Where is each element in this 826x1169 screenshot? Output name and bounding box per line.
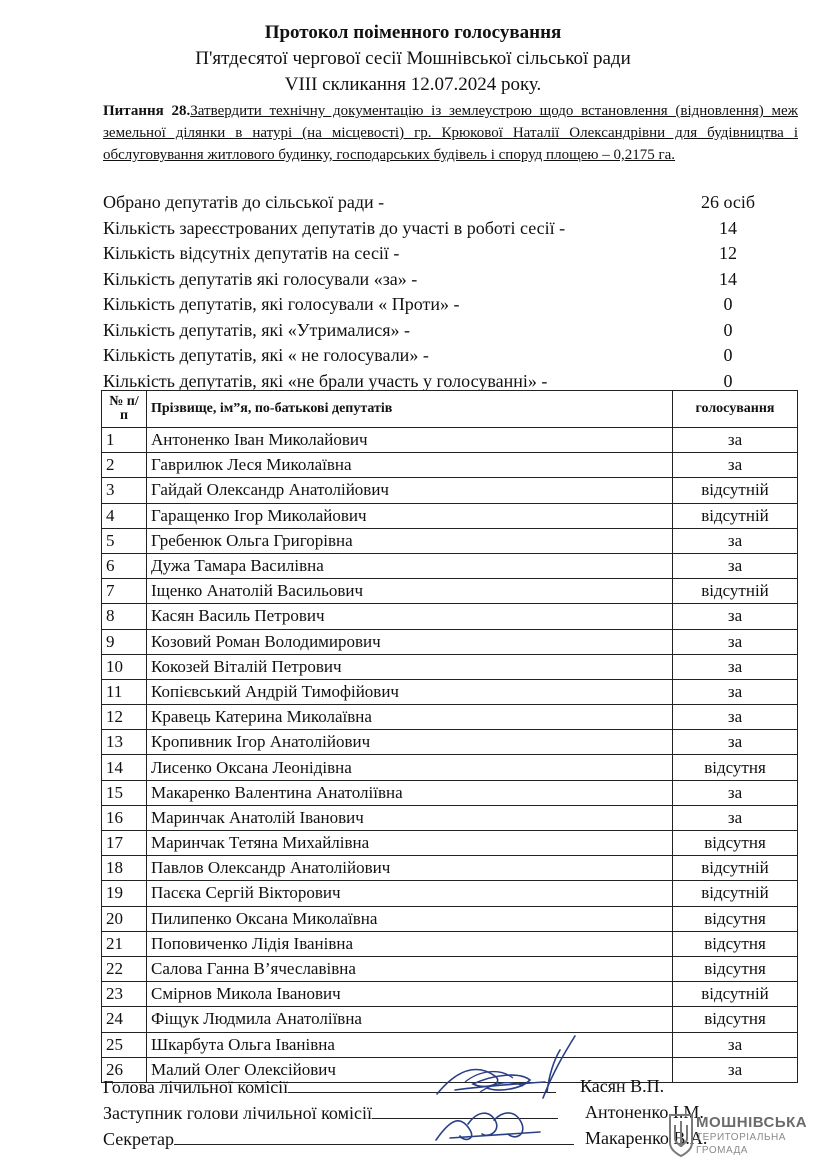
vote-result: за <box>673 780 798 805</box>
vote-result: за <box>673 604 798 629</box>
deputy-name: Малий Олег Олексійович <box>147 1057 673 1082</box>
deputy-name: Козовий Роман Володимирович <box>147 629 673 654</box>
stat-label: Кількість відсутніх депутатів на сесії - <box>103 243 400 263</box>
row-number: 8 <box>102 604 147 629</box>
table-row <box>102 553 798 578</box>
deputy-name: Салова Ганна В’ячеславівна <box>147 956 673 981</box>
row-number: 6 <box>102 553 147 578</box>
table-row <box>102 654 798 679</box>
deputy-name: Лисенко Оксана Леонідівна <box>147 755 673 780</box>
stat-value: 14 <box>719 268 737 289</box>
stat-label: Кількість зареєстрованих депутатів до участі в роботі сесії - <box>103 217 566 238</box>
community-watermark-logo <box>668 1113 818 1163</box>
row-number: 9 <box>102 629 147 654</box>
deputy-name: Фіщук Людмила Анатоліївна <box>147 1007 673 1032</box>
stat-value: 0 <box>723 370 733 391</box>
row-number: 16 <box>102 805 147 830</box>
vote-result: за <box>673 730 798 755</box>
deputy-name: Макаренко Валентина Анатоліївна <box>147 780 673 805</box>
row-number: 24 <box>102 1007 147 1032</box>
vote-result: за <box>673 453 798 478</box>
header-number: № п/п <box>102 391 147 428</box>
deputy-name: Антоненко І.М. <box>585 1102 704 1122</box>
stat-row <box>103 343 798 369</box>
stat-row <box>103 241 798 267</box>
table-row <box>102 453 798 478</box>
deputy-name: Пилипенко Оксана Миколаївна <box>147 906 673 931</box>
vote-result: відсутня <box>673 1007 798 1032</box>
vote-result: за <box>673 428 798 453</box>
stat-row <box>103 190 798 216</box>
stat-value: 14 <box>719 217 737 238</box>
deputy-name: Гаращенко Ігор Миколайович <box>147 503 673 528</box>
vote-result: за <box>673 654 798 679</box>
table-row <box>102 629 798 654</box>
stat-value: 12 <box>719 243 737 263</box>
row-number: 3 <box>102 478 147 503</box>
table-row <box>102 982 798 1007</box>
vote-result: за <box>673 679 798 704</box>
watermark-line1: ТЕРИТОРІАЛЬНА <box>696 1132 786 1143</box>
deputy-name: Гаврилюк Леся Миколаївна <box>147 453 673 478</box>
table-row <box>102 956 798 981</box>
vote-result: відсутній <box>673 856 798 881</box>
stat-value: 26 осіб <box>700 192 756 212</box>
secretary-label: Секретар <box>103 1129 175 1149</box>
table-row <box>102 579 798 604</box>
vote-result: відсутній <box>673 579 798 604</box>
table-header-row <box>102 391 798 428</box>
stat-label: Кількість депутатів, які «не брали участь у голосуванні» - <box>103 370 548 391</box>
stat-label: Кількість депутатів, які «Утрималися» - <box>103 319 411 340</box>
table-row <box>102 503 798 528</box>
table-row <box>102 780 798 805</box>
document-title: Протокол поіменного голосування <box>264 22 562 43</box>
row-number: 26 <box>102 1057 147 1082</box>
table-row <box>102 730 798 755</box>
vote-result: за <box>673 805 798 830</box>
agenda-question <box>103 100 798 166</box>
header-name: Прізвище, ім”я, по-батькові депутатів <box>147 391 673 428</box>
row-number: 23 <box>102 982 147 1007</box>
trident-emblem-icon <box>668 1113 694 1157</box>
table-row <box>102 604 798 629</box>
secretary-handwritten-signature <box>430 1100 550 1148</box>
row-number: 12 <box>102 705 147 730</box>
table-row <box>102 831 798 856</box>
stat-value: 0 <box>723 345 733 365</box>
deputy-name: Пасєка Сергій Вікторович <box>147 881 673 906</box>
stat-label: Кількість депутатів які голосували «за» - <box>103 268 418 289</box>
deputy-name: Копієвський Андрій Тимофійович <box>147 679 673 704</box>
deputy-name: Кравець Катерина Миколаївна <box>147 705 673 730</box>
convocation-date: VIII скликання 12.07.2024 року. <box>284 74 542 95</box>
table-row <box>102 478 798 503</box>
row-number: 15 <box>102 780 147 805</box>
table-row <box>102 528 798 553</box>
row-number: 7 <box>102 579 147 604</box>
vote-result: за <box>673 1032 798 1057</box>
row-number: 17 <box>102 831 147 856</box>
vote-result: відсутній <box>673 982 798 1007</box>
deputy-name: Смірнов Микола Іванович <box>147 982 673 1007</box>
vote-result: за <box>673 528 798 553</box>
row-number: 11 <box>102 679 147 704</box>
deputy-name: Кокозей Віталій Петрович <box>147 654 673 679</box>
row-number: 25 <box>102 1032 147 1057</box>
row-number: 5 <box>102 528 147 553</box>
table-row <box>102 931 798 956</box>
vote-result: за <box>673 629 798 654</box>
row-number: 4 <box>102 503 147 528</box>
vote-result: відсутня <box>673 906 798 931</box>
row-number: 20 <box>102 906 147 931</box>
vote-result: відсутній <box>673 478 798 503</box>
vote-result: за <box>673 553 798 578</box>
row-number: 21 <box>102 931 147 956</box>
table-row <box>102 679 798 704</box>
vote-result: відсутня <box>673 755 798 780</box>
deputy-name: Гребенюк Ольга Григорівна <box>147 528 673 553</box>
session-title: П'ятдесятої чергової сесії Мошнівської сільської ради <box>195 48 631 69</box>
deputy-name: Маринчак Анатолій Іванович <box>147 805 673 830</box>
deputy-name: Антоненко Іван Миколайович <box>147 428 673 453</box>
chair-handwritten-signature <box>425 1032 595 1104</box>
table-row <box>102 906 798 931</box>
vote-result: за <box>673 1057 798 1082</box>
deputy-name: Кропивник Ігор Анатолійович <box>147 730 673 755</box>
chair-name: Касян В.П. <box>580 1076 665 1096</box>
row-number: 19 <box>102 881 147 906</box>
deputy-name: Павлов Олександр Анатолійович <box>147 856 673 881</box>
row-number: 10 <box>102 654 147 679</box>
header-vote: голосування <box>673 391 798 428</box>
stat-label: Обрано депутатів до сільської ради - <box>103 192 385 212</box>
table-row <box>102 428 798 453</box>
table-row <box>102 755 798 780</box>
stat-value: 0 <box>723 319 733 340</box>
vote-statistics <box>103 190 798 394</box>
table-row <box>102 805 798 830</box>
deputy-name: Шкарбута Ольга Іванівна <box>147 1032 673 1057</box>
row-number: 2 <box>102 453 147 478</box>
stat-value: 0 <box>723 294 733 314</box>
question-text: Затвердити технічну документацію із землеустрою щодо встановлення (відновлення) меж земельної ділянки в натурі (на місцевості) гр. Крюкової Наталії Олександрівни для будівництва і обслуговування житлового будинку, господарських будівель і споруд площею – 0,2175 га. <box>103 103 798 163</box>
row-number: 1 <box>102 428 147 453</box>
deputy-name: Касян Василь Петрович <box>147 604 673 629</box>
row-number: 14 <box>102 755 147 780</box>
stat-label: Кількість депутатів, які « не голосували» - <box>103 345 429 365</box>
deputy-name: Маринчак Тетяна Михайлівна <box>147 831 673 856</box>
deputy-name: Дужа Тамара Василівна <box>147 553 673 578</box>
table-row <box>102 856 798 881</box>
secretary-name: Макаренко В.А. <box>585 1128 708 1148</box>
vote-result: відсутній <box>673 881 798 906</box>
row-number: 18 <box>102 856 147 881</box>
deputy-name: Поповиченко Лідія Іванівна <box>147 931 673 956</box>
vote-result: відсутній <box>673 503 798 528</box>
vote-result: відсутня <box>673 931 798 956</box>
watermark-name: МОШНІВСЬКА <box>696 1114 808 1131</box>
stat-row <box>103 318 798 344</box>
row-number: 22 <box>102 956 147 981</box>
table-row <box>102 1007 798 1032</box>
question-label: Питання 28. <box>103 103 191 119</box>
row-number: 13 <box>102 730 147 755</box>
watermark-line2: ГРОМАДА <box>696 1145 748 1156</box>
stat-row <box>103 267 798 293</box>
vote-result: відсутня <box>673 956 798 981</box>
vote-result: за <box>673 705 798 730</box>
chair-label: Голова лічильної комісії <box>103 1077 289 1097</box>
stat-label: Кількість депутатів, які голосували « Проти» - <box>103 294 460 314</box>
roll-call-table <box>101 390 798 1083</box>
deputy-label: Заступник голови лічильної комісії <box>103 1103 372 1123</box>
deputy-name: Гайдай Олександр Анатолійович <box>147 478 673 503</box>
table-row <box>102 705 798 730</box>
stat-row <box>103 292 798 318</box>
deputy-name: Іщенко Анатолій Васильович <box>147 579 673 604</box>
table-row <box>102 881 798 906</box>
stat-row <box>103 216 798 242</box>
vote-result: відсутня <box>673 831 798 856</box>
